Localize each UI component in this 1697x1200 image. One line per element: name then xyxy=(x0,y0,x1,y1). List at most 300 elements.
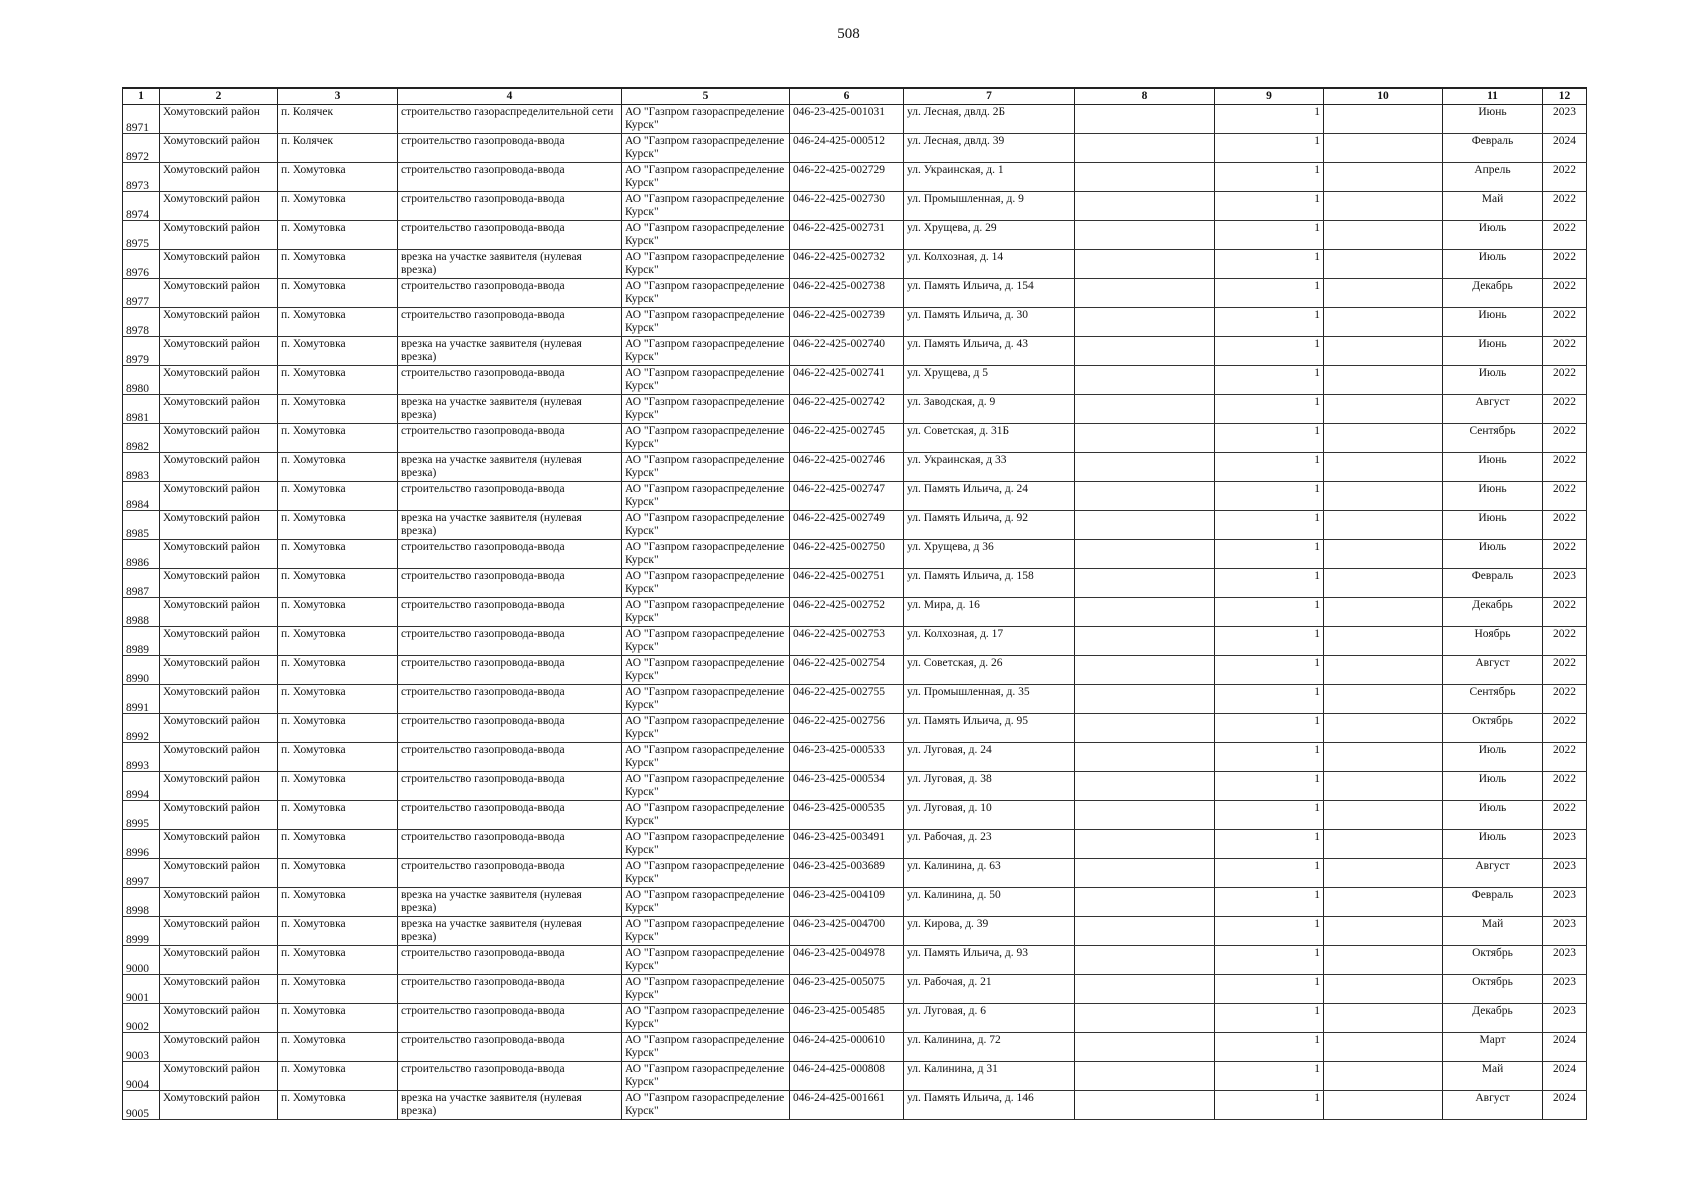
settlement-cell: п. Хомутовка xyxy=(278,395,398,424)
work-type-cell xyxy=(398,308,622,337)
column-8-cell xyxy=(1075,743,1215,772)
work-type-cell-text: строительство газопровода-ввода xyxy=(401,309,565,321)
row-number-cell xyxy=(123,424,160,453)
column-10-cell xyxy=(1324,279,1443,308)
application-code-cell: 046-22-425-002752 xyxy=(790,598,904,627)
work-type-cell xyxy=(398,743,622,772)
column-8-cell xyxy=(1075,250,1215,279)
application-code-cell: 046-23-425-004978 xyxy=(790,946,904,975)
table-row xyxy=(123,540,1587,569)
organization-cell-text: АО "Газпром газораспределение Курск" xyxy=(625,599,785,624)
organization-cell xyxy=(622,627,790,656)
column-8-cell xyxy=(1075,540,1215,569)
work-type-cell xyxy=(398,627,622,656)
district-cell: Хомутовский район xyxy=(160,801,278,830)
work-type-cell-text: строительство газопровода-ввода xyxy=(401,483,565,495)
row-number-cell-text: 8986 xyxy=(126,557,149,569)
district-cell: Хомутовский район xyxy=(160,1004,278,1033)
year-cell: 2022 xyxy=(1543,656,1587,685)
organization-cell xyxy=(622,308,790,337)
month-cell: Март xyxy=(1443,1033,1543,1062)
row-number-cell-text: 9004 xyxy=(126,1079,149,1091)
month-cell: Октябрь xyxy=(1443,946,1543,975)
row-number-cell xyxy=(123,1091,160,1120)
settlement-cell: п. Хомутовка xyxy=(278,221,398,250)
quantity-cell: 1 xyxy=(1215,1033,1324,1062)
column-10-cell xyxy=(1324,888,1443,917)
work-type-cell-text: строительство газопровода-ввода xyxy=(401,976,565,988)
table-body xyxy=(123,105,1587,1120)
column-8-cell xyxy=(1075,917,1215,946)
organization-cell xyxy=(622,366,790,395)
application-code-cell: 046-23-425-004700 xyxy=(790,917,904,946)
header-row xyxy=(123,88,1587,105)
settlement-cell: п. Хомутовка xyxy=(278,801,398,830)
organization-cell xyxy=(622,163,790,192)
row-number-cell xyxy=(123,453,160,482)
quantity-cell: 1 xyxy=(1215,743,1324,772)
month-cell: Август xyxy=(1443,859,1543,888)
column-8-cell xyxy=(1075,772,1215,801)
quantity-cell: 1 xyxy=(1215,308,1324,337)
application-code-cell: 046-22-425-002741 xyxy=(790,366,904,395)
column-8-cell xyxy=(1075,482,1215,511)
row-number-cell-text: 8971 xyxy=(126,122,149,134)
work-type-cell xyxy=(398,105,622,134)
column-8-cell xyxy=(1075,830,1215,859)
row-number-cell xyxy=(123,395,160,424)
organization-cell xyxy=(622,801,790,830)
column-10-cell xyxy=(1324,540,1443,569)
month-cell: Октябрь xyxy=(1443,714,1543,743)
row-number-cell xyxy=(123,308,160,337)
header-cell: 10 xyxy=(1324,88,1443,105)
address-cell: ул. Хрущева, д 5 xyxy=(904,366,1075,395)
organization-cell xyxy=(622,830,790,859)
column-10-cell xyxy=(1324,192,1443,221)
address-cell: ул. Хрущева, д. 29 xyxy=(904,221,1075,250)
row-number-cell-text: 8991 xyxy=(126,702,149,714)
work-type-cell-text: строительство газопровода-ввода xyxy=(401,280,565,292)
application-code-cell: 046-24-425-000808 xyxy=(790,1062,904,1091)
work-type-cell-text: врезка на участке заявителя (нулевая врезка) xyxy=(401,918,582,943)
application-code-cell: 046-22-425-002742 xyxy=(790,395,904,424)
header-cell: 1 xyxy=(123,88,160,105)
organization-cell xyxy=(622,569,790,598)
settlement-cell: п. Хомутовка xyxy=(278,656,398,685)
organization-cell xyxy=(622,946,790,975)
quantity-cell: 1 xyxy=(1215,685,1324,714)
year-cell: 2022 xyxy=(1543,598,1587,627)
table-row xyxy=(123,221,1587,250)
month-cell: Май xyxy=(1443,192,1543,221)
column-8-cell xyxy=(1075,453,1215,482)
work-type-cell-text: врезка на участке заявителя (нулевая врезка) xyxy=(401,1092,582,1117)
settlement-cell: п. Хомутовка xyxy=(278,1004,398,1033)
column-10-cell xyxy=(1324,743,1443,772)
row-number-cell xyxy=(123,163,160,192)
work-type-cell xyxy=(398,569,622,598)
month-cell: Июнь xyxy=(1443,337,1543,366)
table-row xyxy=(123,134,1587,163)
row-number-cell xyxy=(123,946,160,975)
organization-cell-text: АО "Газпром газораспределение Курск" xyxy=(625,512,785,537)
table-row xyxy=(123,801,1587,830)
application-code-cell: 046-23-425-004109 xyxy=(790,888,904,917)
work-type-cell-text: строительство газопровода-ввода xyxy=(401,425,565,437)
table-row xyxy=(123,830,1587,859)
month-cell: Июнь xyxy=(1443,105,1543,134)
work-type-cell xyxy=(398,888,622,917)
district-cell: Хомутовский район xyxy=(160,627,278,656)
organization-cell xyxy=(622,714,790,743)
table-row xyxy=(123,917,1587,946)
application-code-cell: 046-23-425-005485 xyxy=(790,1004,904,1033)
row-number-cell-text: 8993 xyxy=(126,760,149,772)
organization-cell-text: АО "Газпром газораспределение Курск" xyxy=(625,744,785,769)
quantity-cell: 1 xyxy=(1215,656,1324,685)
column-10-cell xyxy=(1324,308,1443,337)
column-10-cell xyxy=(1324,946,1443,975)
month-cell: Февраль xyxy=(1443,888,1543,917)
district-cell: Хомутовский район xyxy=(160,337,278,366)
application-code-cell: 046-24-425-000610 xyxy=(790,1033,904,1062)
column-10-cell xyxy=(1324,134,1443,163)
district-cell: Хомутовский район xyxy=(160,163,278,192)
table-row xyxy=(123,163,1587,192)
organization-cell-text: АО "Газпром газораспределение Курск" xyxy=(625,918,785,943)
address-cell: ул. Память Ильича, д. 95 xyxy=(904,714,1075,743)
district-cell: Хомутовский район xyxy=(160,366,278,395)
row-number-cell-text: 8988 xyxy=(126,615,149,627)
district-cell: Хомутовский район xyxy=(160,279,278,308)
table-row xyxy=(123,772,1587,801)
organization-cell xyxy=(622,888,790,917)
application-code-cell: 046-22-425-002751 xyxy=(790,569,904,598)
work-type-cell-text: строительство газопровода-ввода xyxy=(401,657,565,669)
quantity-cell: 1 xyxy=(1215,946,1324,975)
row-number-cell-text: 8996 xyxy=(126,847,149,859)
work-type-cell xyxy=(398,946,622,975)
table-row xyxy=(123,424,1587,453)
address-cell: ул. Рабочая, д. 21 xyxy=(904,975,1075,1004)
column-10-cell xyxy=(1324,221,1443,250)
work-type-cell xyxy=(398,134,622,163)
address-cell: ул. Лесная, двлд. 39 xyxy=(904,134,1075,163)
column-10-cell xyxy=(1324,714,1443,743)
column-8-cell xyxy=(1075,714,1215,743)
application-code-cell: 046-23-425-001031 xyxy=(790,105,904,134)
row-number-cell xyxy=(123,888,160,917)
column-8-cell xyxy=(1075,163,1215,192)
district-cell: Хомутовский район xyxy=(160,656,278,685)
row-number-cell-text: 8976 xyxy=(126,267,149,279)
work-type-cell-text: строительство газопровода-ввода xyxy=(401,686,565,698)
application-code-cell: 046-23-425-000533 xyxy=(790,743,904,772)
month-cell: Август xyxy=(1443,1091,1543,1120)
year-cell: 2022 xyxy=(1543,685,1587,714)
column-10-cell xyxy=(1324,772,1443,801)
year-cell: 2022 xyxy=(1543,424,1587,453)
work-type-cell xyxy=(398,366,622,395)
year-cell: 2023 xyxy=(1543,975,1587,1004)
work-type-cell xyxy=(398,830,622,859)
organization-cell xyxy=(622,134,790,163)
table-row xyxy=(123,1091,1587,1120)
address-cell: ул. Промышленная, д. 35 xyxy=(904,685,1075,714)
address-cell: ул. Рабочая, д. 23 xyxy=(904,830,1075,859)
application-code-cell: 046-22-425-002746 xyxy=(790,453,904,482)
address-cell: ул. Калинина, д. 63 xyxy=(904,859,1075,888)
table-row xyxy=(123,511,1587,540)
organization-cell xyxy=(622,917,790,946)
row-number-cell-text: 8997 xyxy=(126,876,149,888)
year-cell: 2023 xyxy=(1543,888,1587,917)
application-code-cell: 046-22-425-002755 xyxy=(790,685,904,714)
row-number-cell-text: 8995 xyxy=(126,818,149,830)
table-row xyxy=(123,714,1587,743)
address-cell: ул. Память Ильича, д. 158 xyxy=(904,569,1075,598)
district-cell: Хомутовский район xyxy=(160,859,278,888)
organization-cell-text: АО "Газпром газораспределение Курск" xyxy=(625,715,785,740)
year-cell: 2022 xyxy=(1543,221,1587,250)
header-cell: 5 xyxy=(622,88,790,105)
year-cell: 2024 xyxy=(1543,1091,1587,1120)
work-type-cell xyxy=(398,540,622,569)
organization-cell-text: АО "Газпром газораспределение Курск" xyxy=(625,889,785,914)
row-number-cell-text: 8989 xyxy=(126,644,149,656)
settlement-cell: п. Хомутовка xyxy=(278,1033,398,1062)
column-8-cell xyxy=(1075,105,1215,134)
district-cell: Хомутовский район xyxy=(160,453,278,482)
month-cell: Июль xyxy=(1443,830,1543,859)
row-number-cell-text: 8974 xyxy=(126,209,149,221)
table-row xyxy=(123,627,1587,656)
work-type-cell xyxy=(398,1004,622,1033)
address-cell: ул. Промышленная, д. 9 xyxy=(904,192,1075,221)
quantity-cell: 1 xyxy=(1215,105,1324,134)
table-row xyxy=(123,1033,1587,1062)
header-cell: 4 xyxy=(398,88,622,105)
organization-cell-text: АО "Газпром газораспределение Курск" xyxy=(625,193,785,218)
work-type-cell-text: строительство газопровода-ввода xyxy=(401,831,565,843)
work-type-cell-text: врезка на участке заявителя (нулевая врезка) xyxy=(401,889,582,914)
organization-cell xyxy=(622,453,790,482)
application-code-cell: 046-24-425-000512 xyxy=(790,134,904,163)
work-type-cell-text: строительство газораспределительной сети xyxy=(401,106,614,118)
month-cell: Июнь xyxy=(1443,308,1543,337)
year-cell: 2022 xyxy=(1543,279,1587,308)
settlement-cell: п. Хомутовка xyxy=(278,1062,398,1091)
row-number-cell-text: 8975 xyxy=(126,238,149,250)
row-number-cell xyxy=(123,1004,160,1033)
address-cell: ул. Память Ильича, д. 93 xyxy=(904,946,1075,975)
district-cell: Хомутовский район xyxy=(160,482,278,511)
district-cell: Хомутовский район xyxy=(160,105,278,134)
work-type-cell-text: строительство газопровода-ввода xyxy=(401,193,565,205)
row-number-cell-text: 8999 xyxy=(126,934,149,946)
settlement-cell: п. Хомутовка xyxy=(278,598,398,627)
column-10-cell xyxy=(1324,801,1443,830)
row-number-cell-text: 8980 xyxy=(126,383,149,395)
work-type-cell-text: строительство газопровода-ввода xyxy=(401,744,565,756)
row-number-cell xyxy=(123,859,160,888)
quantity-cell: 1 xyxy=(1215,714,1324,743)
settlement-cell: п. Колячек xyxy=(278,134,398,163)
work-type-cell-text: строительство газопровода-ввода xyxy=(401,222,565,234)
header-cell: 12 xyxy=(1543,88,1587,105)
table-row xyxy=(123,105,1587,134)
work-type-cell xyxy=(398,337,622,366)
table-row xyxy=(123,859,1587,888)
district-cell: Хомутовский район xyxy=(160,221,278,250)
row-number-cell-text: 8978 xyxy=(126,325,149,337)
row-number-cell xyxy=(123,482,160,511)
address-cell: ул. Память Ильича, д. 43 xyxy=(904,337,1075,366)
work-type-cell xyxy=(398,1033,622,1062)
work-type-cell xyxy=(398,772,622,801)
organization-cell-text: АО "Газпром газораспределение Курск" xyxy=(625,338,785,363)
row-number-cell-text: 8985 xyxy=(126,528,149,540)
district-cell: Хомутовский район xyxy=(160,975,278,1004)
header-cell: 2 xyxy=(160,88,278,105)
row-number-cell-text: 9003 xyxy=(126,1050,149,1062)
table-row xyxy=(123,366,1587,395)
work-type-cell xyxy=(398,192,622,221)
year-cell: 2022 xyxy=(1543,337,1587,366)
work-type-cell-text: строительство газопровода-ввода xyxy=(401,1005,565,1017)
quantity-cell: 1 xyxy=(1215,453,1324,482)
row-number-cell-text: 8983 xyxy=(126,470,149,482)
year-cell: 2022 xyxy=(1543,163,1587,192)
month-cell: Декабрь xyxy=(1443,1004,1543,1033)
organization-cell xyxy=(622,598,790,627)
work-type-cell-text: строительство газопровода-ввода xyxy=(401,1034,565,1046)
settlement-cell: п. Хомутовка xyxy=(278,308,398,337)
column-8-cell xyxy=(1075,859,1215,888)
month-cell: Декабрь xyxy=(1443,598,1543,627)
organization-cell xyxy=(622,975,790,1004)
address-cell: ул. Калинина, д 31 xyxy=(904,1062,1075,1091)
application-code-cell: 046-22-425-002756 xyxy=(790,714,904,743)
row-number-cell xyxy=(123,1062,160,1091)
row-number-cell xyxy=(123,511,160,540)
work-type-cell xyxy=(398,1062,622,1091)
address-cell: ул. Лесная, двлд. 2Б xyxy=(904,105,1075,134)
row-number-cell xyxy=(123,221,160,250)
year-cell: 2023 xyxy=(1543,946,1587,975)
column-8-cell xyxy=(1075,975,1215,1004)
column-8-cell xyxy=(1075,134,1215,163)
table-row xyxy=(123,308,1587,337)
month-cell: Апрель xyxy=(1443,163,1543,192)
address-cell: ул. Калинина, д. 50 xyxy=(904,888,1075,917)
header-cell: 6 xyxy=(790,88,904,105)
year-cell: 2024 xyxy=(1543,1062,1587,1091)
work-type-cell xyxy=(398,453,622,482)
settlement-cell: п. Хомутовка xyxy=(278,772,398,801)
settlement-cell: п. Хомутовка xyxy=(278,540,398,569)
application-code-cell: 046-22-425-002749 xyxy=(790,511,904,540)
page-number: 508 xyxy=(837,26,860,42)
row-number-cell xyxy=(123,1033,160,1062)
header-cell: 3 xyxy=(278,88,398,105)
column-10-cell xyxy=(1324,859,1443,888)
quantity-cell: 1 xyxy=(1215,569,1324,598)
column-10-cell xyxy=(1324,598,1443,627)
organization-cell xyxy=(622,511,790,540)
table-row xyxy=(123,656,1587,685)
quantity-cell: 1 xyxy=(1215,1004,1324,1033)
organization-cell-text: АО "Газпром газораспределение Курск" xyxy=(625,222,785,247)
district-cell: Хомутовский район xyxy=(160,1062,278,1091)
application-code-cell: 046-22-425-002731 xyxy=(790,221,904,250)
settlement-cell: п. Хомутовка xyxy=(278,279,398,308)
month-cell: Июнь xyxy=(1443,453,1543,482)
address-cell: ул. Луговая, д. 38 xyxy=(904,772,1075,801)
year-cell: 2023 xyxy=(1543,1004,1587,1033)
address-cell: ул. Калинина, д. 72 xyxy=(904,1033,1075,1062)
row-number-cell-text: 8998 xyxy=(126,905,149,917)
application-code-cell: 046-22-425-002754 xyxy=(790,656,904,685)
address-cell: ул. Мира, д. 16 xyxy=(904,598,1075,627)
month-cell: Июль xyxy=(1443,801,1543,830)
quantity-cell: 1 xyxy=(1215,975,1324,1004)
organization-cell-text: АО "Газпром газораспределение Курск" xyxy=(625,686,785,711)
work-type-cell xyxy=(398,250,622,279)
row-number-cell xyxy=(123,656,160,685)
district-cell: Хомутовский район xyxy=(160,772,278,801)
organization-cell xyxy=(622,279,790,308)
table-row xyxy=(123,337,1587,366)
month-cell: Ноябрь xyxy=(1443,627,1543,656)
quantity-cell: 1 xyxy=(1215,134,1324,163)
table-row xyxy=(123,975,1587,1004)
month-cell: Июль xyxy=(1443,743,1543,772)
month-cell: Февраль xyxy=(1443,134,1543,163)
column-8-cell xyxy=(1075,366,1215,395)
row-number-cell-text: 9000 xyxy=(126,963,149,975)
row-number-cell xyxy=(123,192,160,221)
row-number-cell xyxy=(123,569,160,598)
organization-cell-text: АО "Газпром газораспределение Курск" xyxy=(625,831,785,856)
quantity-cell: 1 xyxy=(1215,772,1324,801)
address-cell: ул. Советская, д. 31Б xyxy=(904,424,1075,453)
application-code-cell: 046-22-425-002740 xyxy=(790,337,904,366)
work-type-cell xyxy=(398,221,622,250)
column-8-cell xyxy=(1075,569,1215,598)
organization-cell xyxy=(622,424,790,453)
year-cell: 2022 xyxy=(1543,772,1587,801)
column-10-cell xyxy=(1324,685,1443,714)
row-number-cell-text: 9005 xyxy=(126,1108,149,1120)
district-cell: Хомутовский район xyxy=(160,714,278,743)
month-cell: Июнь xyxy=(1443,482,1543,511)
row-number-cell xyxy=(123,801,160,830)
row-number-cell xyxy=(123,337,160,366)
organization-cell xyxy=(622,859,790,888)
organization-cell-text: АО "Газпром газораспределение Курск" xyxy=(625,1063,785,1088)
organization-cell-text: АО "Газпром газораспределение Курск" xyxy=(625,541,785,566)
table-row xyxy=(123,888,1587,917)
month-cell: Февраль xyxy=(1443,569,1543,598)
year-cell: 2023 xyxy=(1543,105,1587,134)
organization-cell xyxy=(622,395,790,424)
year-cell: 2022 xyxy=(1543,308,1587,337)
year-cell: 2022 xyxy=(1543,511,1587,540)
row-number-cell xyxy=(123,134,160,163)
organization-cell-text: АО "Газпром газораспределение Курск" xyxy=(625,135,785,160)
